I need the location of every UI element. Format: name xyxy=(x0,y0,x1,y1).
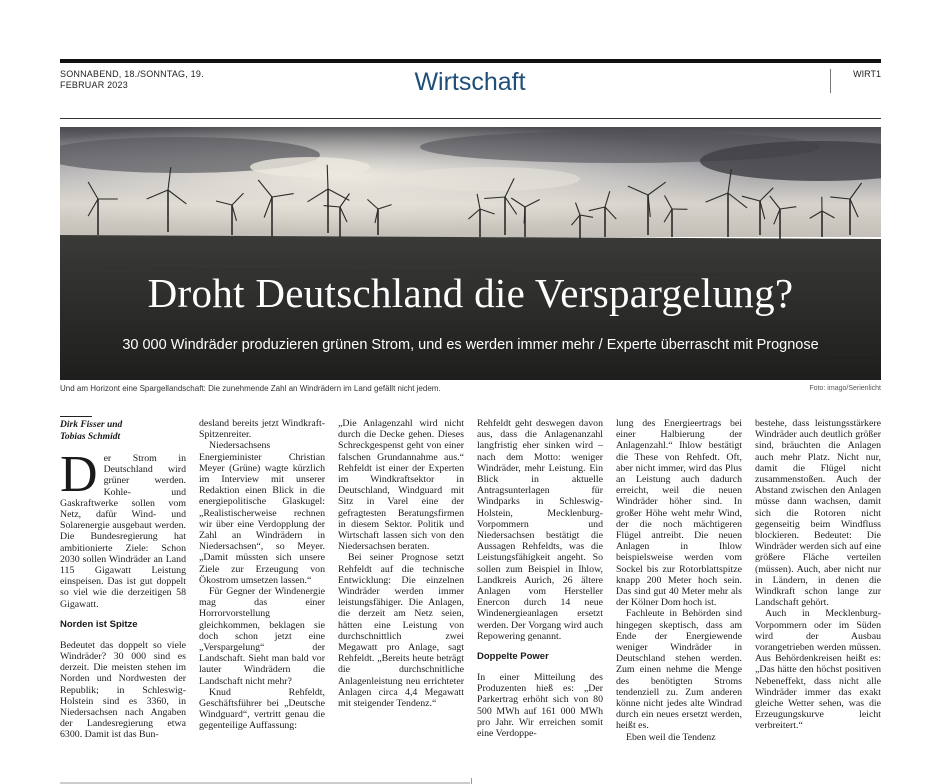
headline: Droht Deutschland die Verspargelung? xyxy=(147,270,794,316)
paragraph: Bedeutet das doppelt so viele Windräder? 30 000 sind es derzeit. Die meisten stehen im Norden und Nordwesten der Republik; in Schleswig-Holstein sind es 3360, in Niedersachsen nach Angaben der Landesregierung etwa 6300. Damit ist das Bun- xyxy=(60,639,186,741)
article-column-1 xyxy=(60,418,186,741)
intro-text: er Strom in Deutschland wird grüner werden. Kohle- und Gaskraftwerke sollen vom Netz, dafür Wind- und Solarenergie ausgebaut werden. Die Bundesregierung hat ambitionierte Ziele: Schon 2030 sollen Windräder an Land 115 Gigawatt Leistung einspeisen. Das ist gut doppelt so viel wie die derzeitigen 58 Gigawatt. xyxy=(60,453,186,610)
author-line-1: Dirk Fisser und xyxy=(60,420,123,430)
subhead-power: Doppelte Power xyxy=(477,651,549,663)
paragraph: Auch in Mecklenburg-Vorpommern oder im Süden wird der Ausbau vorangetrieben werden müssen. Aus Behördenkreisen heißt es: „Das hätte den höchst positiven Nebeneffekt, dass nicht alle Windräder immer das exakt gleiche Wetter sehen, was die Erzeugungskurve leicht verbreitert.“ xyxy=(755,608,881,732)
article-column-4 xyxy=(477,418,603,739)
hero-photo xyxy=(60,127,881,380)
paragraph: Rehfeldt geht deswegen davon aus, dass die Anlagenanzahl langfristig eher sinken wird – nach dem Motto: weniger Windräder, mehr Leistung. Ein Blick in aktuelle Antragsunterlagen für Windparks in Schleswig-Holstein, Mecklenburg-Vorpommern und Niedersachsen bestätigt die Aussagen Rehfeldts, was die Leistungsfähigkeit angeht. So sollen zum Beispiel in Ihlow, Landkreis Aurich, 26 ältere Anlagen vom Hersteller Enercon durch 14 neue Windenergieanlagen ersetzt werden. Der Vorgang wird auch Repowering genannt. xyxy=(477,418,603,642)
subhead-norden: Norden ist Spitze xyxy=(60,618,138,630)
subheadline: 30 000 Windräder produzieren grünen Strom, und es werden immer mehr / Experte überrascht mit Prognose xyxy=(122,337,819,353)
paragraph: lung des Energieertrags bei einer Halbierung der Anlagenzahl.“ Ihlow bestätigt die These von Rehfedt. Oft, aber nicht immer, wird das Plus an Leistung auch dadurch erreicht, weil die neuen Windräder höher sind. In großer Höhe weht mehr Wind, der die noch mächtigeren Flügel antreibt. Die neuen Anlagen in Ihlow beispielsweise werden vom Sockel bis zur Rotorblattspitze knapp 200 Meter hoch sein. Das sind gut 40 Meter mehr als der Kölner Dom hoch ist. xyxy=(616,418,742,609)
paragraph: In einer Mitteilung des Produzenten hieß es: „Der Parkertrag erhöht sich von 80 500 MWh auf 161 000 MWh pro Jahr. Wir erreichen somit eine Verdoppe- xyxy=(477,672,603,740)
article-column-5 xyxy=(616,418,742,743)
paragraph: Für Gegner der Windenergie mag das einer Horrorvorstellung gleichkommen, beklagen sie doch schon jetzt eine „Verspargelung“ der Landschaft. Sieht man bald vor lauter Windrädern die Landschaft nicht mehr? xyxy=(199,586,325,687)
author-rule xyxy=(60,416,92,417)
article-column-2 xyxy=(199,418,325,732)
page-code: WIRT1 xyxy=(830,69,881,93)
paragraph: Niedersachsens Energieminister Christian Meyer (Grüne) wagte kürzlich im Interview mit unserer Redaktion einen Blick in die energiepolitische Glaskugel: „Realistischerweise rechnen wir über eine Verdopplung der Zahl an Windrädern in Niedersachsen“, so Meyer. „Damit müssten sich unsere Ziele zur Erzeugung von Ökostrom umsetzen lassen.“ xyxy=(199,440,325,586)
author-line-2: Tobias Schmidt xyxy=(60,431,121,442)
top-rule xyxy=(60,59,881,63)
photo-caption: Und am Horizont eine Spargellandschaft: Die zunehmende Zahl an Windrädern im Land gefällt nicht jedem. xyxy=(60,384,441,393)
header-rule xyxy=(60,118,881,119)
paragraph: „Die Anlagenzahl wird nicht durch die Decke gehen. Dieses Schreckgespenst geht von einer falschen Grundannahme aus.“ Rehfeldt ist einer der Experten im Windkraftsektor in Deutschland, Windguard mit Sitz in Varel eine der gefragtesten Beratungsfirmen in diesem Sektor. Politik und Wirtschaft lassen sich von den Niedersachsen beraten. xyxy=(338,418,464,553)
paragraph: bestehe, dass leistungsstärkere Windräder auch deutlich größer sind, bräuchten die Anlagen auch mehr Platz. Nicht nur, damit die Flügel nicht zusammenstoßen. Auch der Abstand zwischen den Anlagen müsse dann wachsen, damit sich die Rotoren nicht gegenseitig beim Windfluss blockieren. Bedeutet: Die Windräder werden sich auf eine größere Fläche verteilen (müssen). Auch, aber nicht nur in Ländern, in denen die Windkraft schon lange zur Landschaft gehört. xyxy=(755,418,881,609)
photo-credit: Foto: imago/Serienlicht xyxy=(809,385,881,392)
drop-cap: D xyxy=(60,446,98,503)
article-column-6 xyxy=(755,418,881,732)
article-column-3 xyxy=(338,418,464,709)
section-title: Wirtschaft xyxy=(414,68,526,96)
paragraph: desland bereits jetzt Windkraft-Spitzenreiter. xyxy=(199,418,325,441)
paragraph: Eben weil die Tendenz xyxy=(626,731,716,743)
paragraph: Bei seiner Prognose setzt Rehfeldt auf die technische Entwicklung: Die einzelnen Windräder werden immer leistungsfähiger. Die Anlagen, die derzeit am Netz seien, hätten eine Leistung von durchschnittlich zwei Megawatt pro Anlage, sagt Rehfeldt. „Bereits heute beträgt die durchschnitliche Anlagenleistung neu errichteter Anlagen circa 4,4 Megawatt mit steigender Tendenz.“ xyxy=(338,552,464,710)
column-separator xyxy=(471,778,472,784)
intro-paragraph xyxy=(60,446,186,610)
paragraph: Knud Rehfeldt, Geschäftsführer bei „Deutsche Windguard“, vertritt genau die gegenteilige Auffassung: xyxy=(199,686,325,732)
dateline: SONNABEND, 18./SONNTAG, 19. FEBRUAR 2023 xyxy=(60,69,204,90)
paragraph: Fachleute in Behörden sind hingegen skeptisch, dass am Ende der Energiewende weniger Windräder in Deutschland stehen werden. Zum einen nehme die Menge des benötigten Stroms tendenziell zu. Zum anderen könne nicht jedes alte Windrad durch ein neues ersetzt werden, heißt es. xyxy=(616,608,742,732)
byline xyxy=(60,420,186,443)
